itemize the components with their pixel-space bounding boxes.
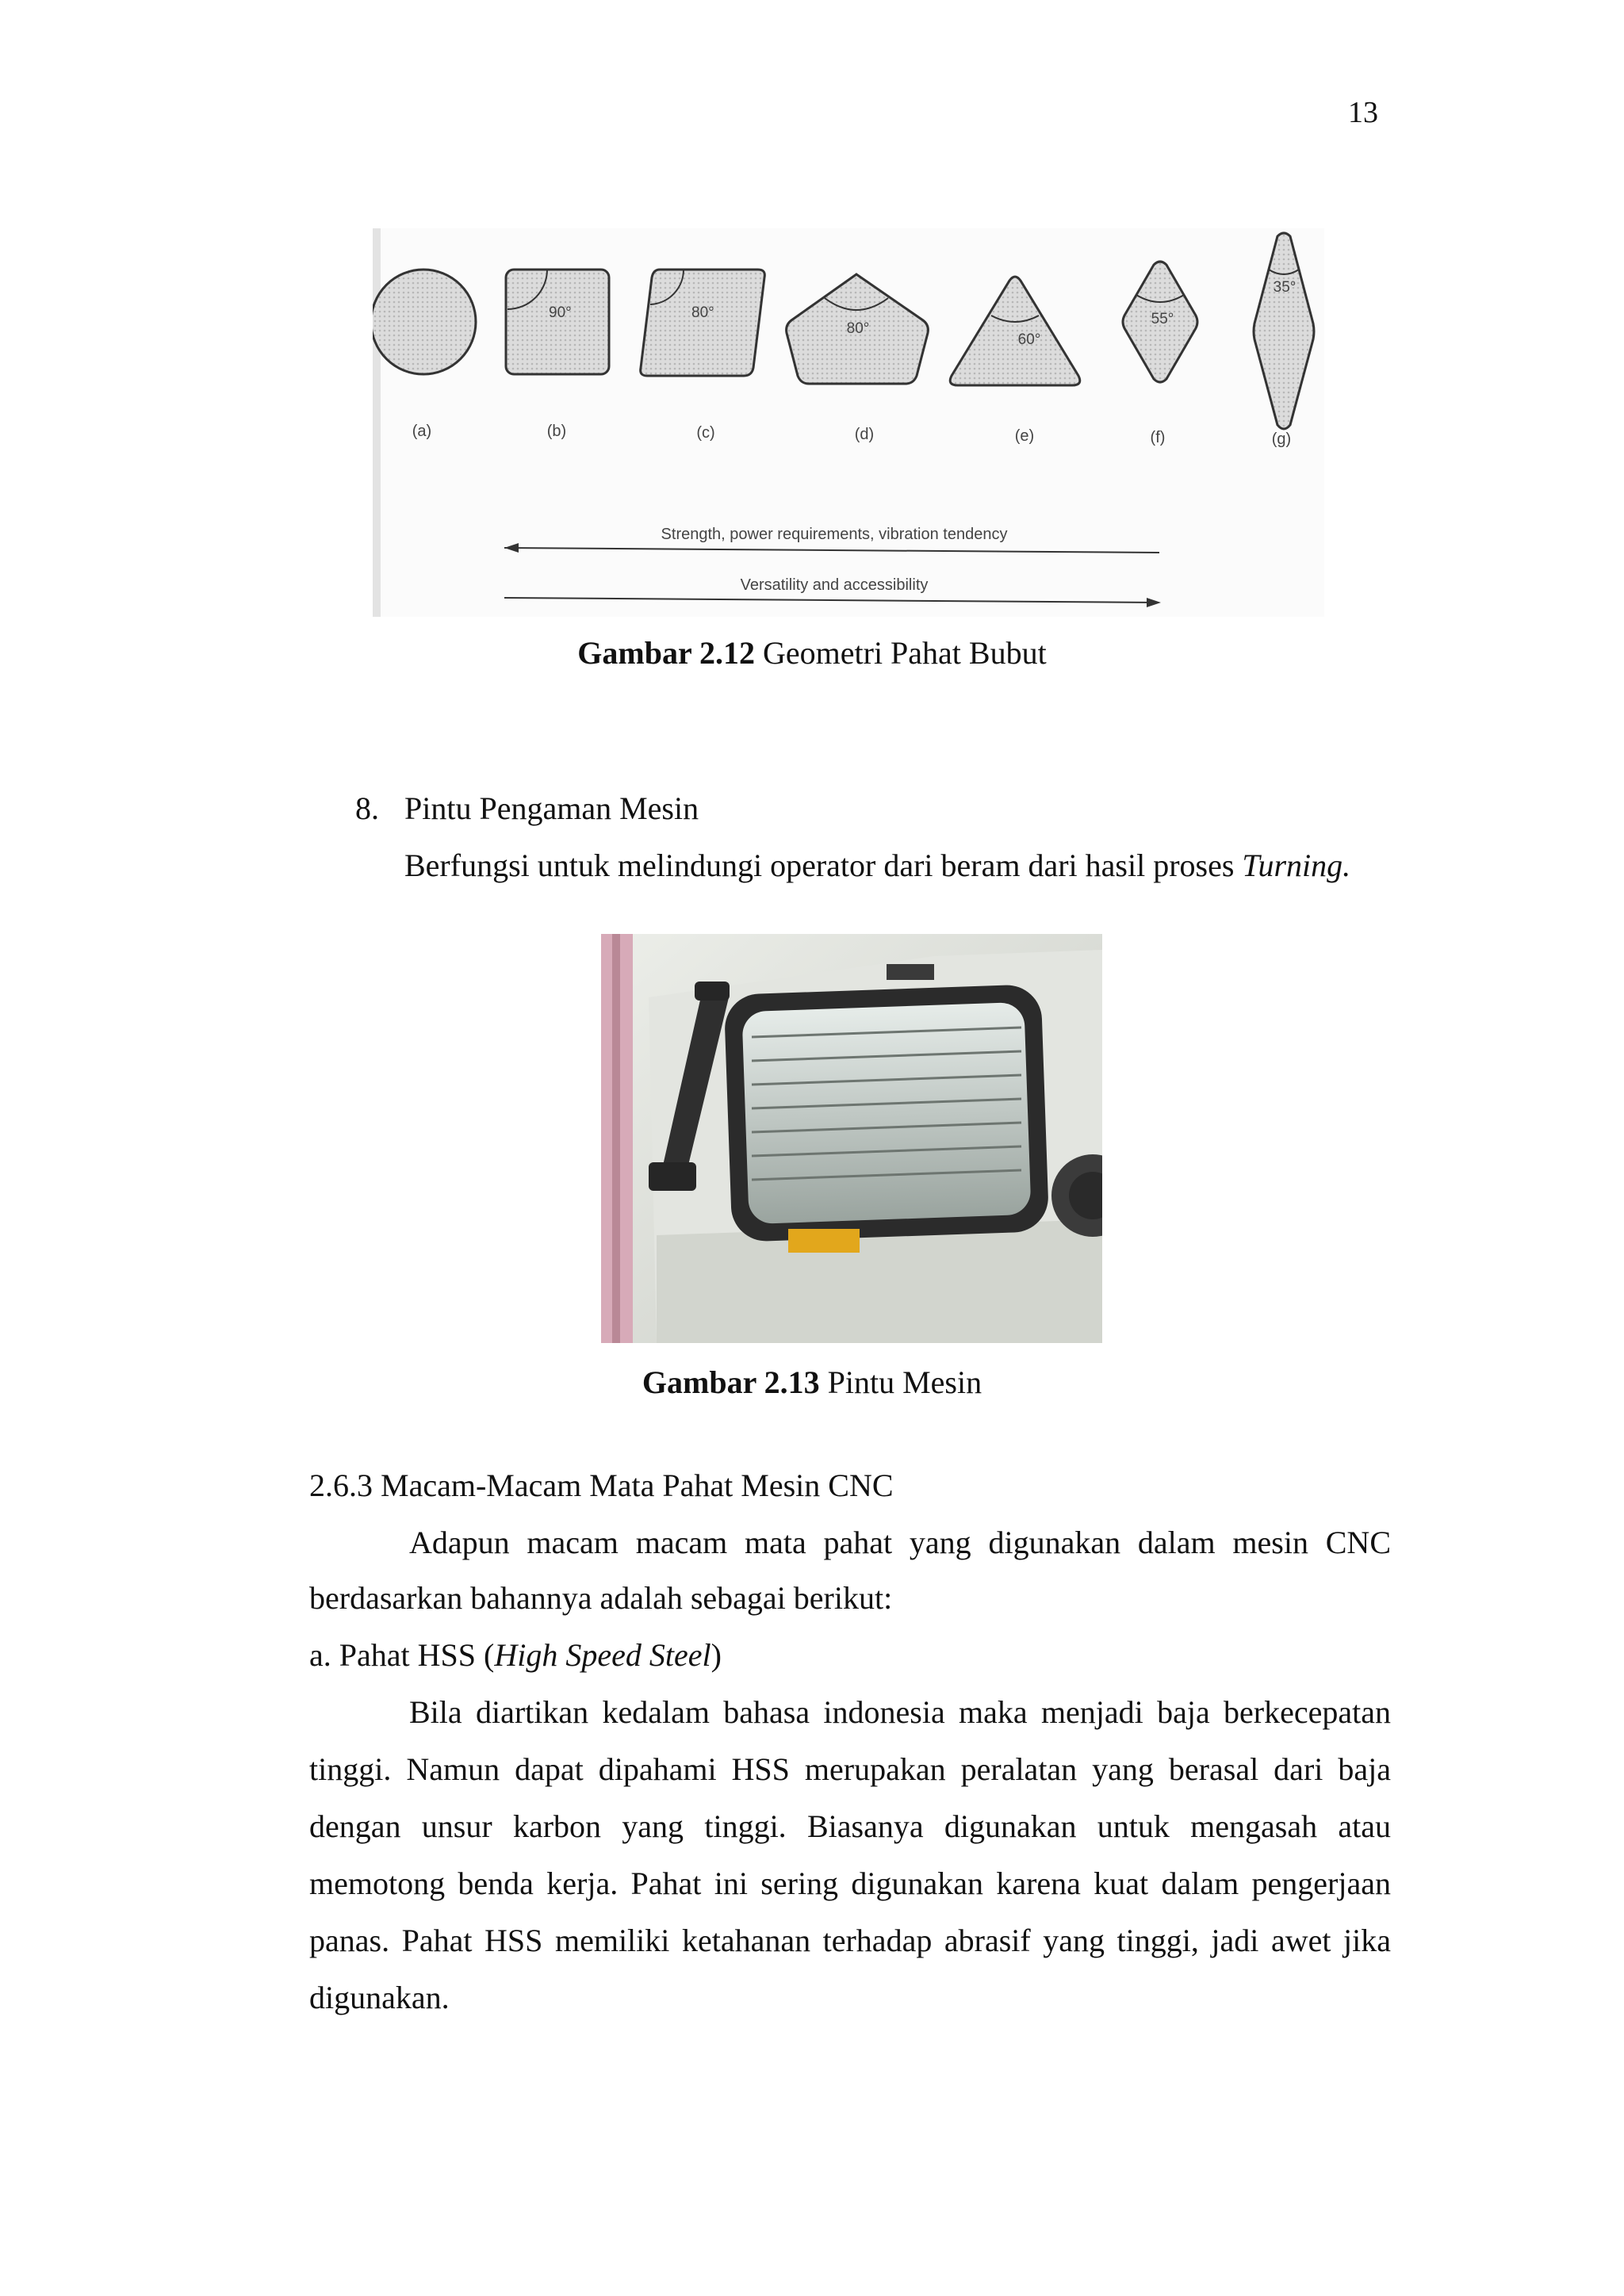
shape-label-b: (b) (546, 423, 567, 440)
shape-label-d: (d) (854, 426, 875, 443)
list-title: Pintu Pengaman Mesin (404, 790, 699, 826)
intro-line-1: Adapun macam macam mata pahat yang digunakan dalam mesin CNC (409, 1525, 1391, 1560)
arrow-right-head (1147, 598, 1161, 607)
caption-text: Geometri Pahat Bubut (755, 635, 1047, 671)
arrow-right-line (504, 598, 1158, 603)
arrow-right-label: Versatility and accessibility (740, 576, 929, 594)
angle-label-g: 35° (1273, 279, 1297, 296)
angle-label-d: 80° (846, 320, 870, 337)
figure-2-13-caption (0, 1364, 1624, 1401)
item-italic: High Speed Steel (494, 1637, 711, 1673)
angle-label-e: 60° (1017, 331, 1041, 348)
desc-italic: Turning. (1242, 848, 1351, 883)
machine-door-photo (601, 934, 1102, 1343)
insert-triangle (950, 277, 1080, 385)
paragraph-line: Bila diartikan kedalam bahasa indonesia maka menjadi baja berkecepatan (409, 1694, 1391, 1730)
shape-label-c: (c) (696, 424, 715, 442)
item-suffix: ) (710, 1637, 722, 1673)
insert-diamond-35 (1254, 233, 1314, 429)
tool-geometry-figure (373, 228, 1324, 617)
paragraph-last-line: digunakan. (309, 1980, 450, 2015)
desc-text: Berfungsi untuk melindungi operator dari beram dari hasil proses (404, 848, 1243, 883)
angle-label-b: 90° (549, 304, 572, 321)
section-heading: 2.6.3 Macam-Macam Mata Pahat Mesin CNC (309, 1468, 894, 1503)
shape-label-a: (a) (412, 423, 432, 440)
list-item-a (309, 1627, 1391, 1684)
arrow-left-head (504, 543, 519, 553)
list-item-8 (355, 780, 699, 837)
tool-geometry-diagram (373, 228, 1324, 617)
paragraph-line: tinggi. Namun dapat dipahami HSS merupakan peralatan yang berasal dari baja (309, 1751, 1391, 1787)
item-prefix: a. Pahat HSS ( (309, 1637, 495, 1673)
paragraph-line: memotong benda kerja. Pahat ini sering digunakan karena kuat dalam pengerjaan (309, 1866, 1391, 1901)
shape-label-f: (f) (1150, 429, 1166, 446)
machine-door-illustration (601, 934, 1102, 1343)
list-number: 8. (355, 790, 379, 826)
insert-rhombus-80 (641, 270, 765, 376)
insert-round (373, 270, 476, 374)
section8-description (404, 837, 1350, 894)
angle-label-c: 80° (691, 304, 714, 321)
paragraph-line: dengan unsur karbon yang tinggi. Biasanya digunakan untuk mengasah atau (309, 1808, 1391, 1844)
shape-label-e: (e) (1014, 427, 1035, 445)
page-number: 13 (1348, 96, 1378, 129)
angle-label-f: 55° (1151, 311, 1174, 327)
insert-square (506, 270, 609, 374)
shape-label-g: (g) (1271, 430, 1292, 448)
arrow-left-label: Strength, power requirements, vibration tendency (661, 526, 1008, 543)
paragraph-line: panas. Pahat HSS memiliki ketahanan terhadap abrasif yang tinggi, jadi awet jika (309, 1923, 1391, 1958)
figure-2-12-caption (0, 634, 1624, 672)
arrow-left-line (504, 548, 1159, 553)
caption-label: Gambar 2.12 (577, 635, 755, 671)
intro-line-2: berdasarkan bahannya adalah sebagai berikut: (309, 1580, 893, 1616)
caption-label: Gambar 2.13 (642, 1364, 820, 1400)
caption-text: Pintu Mesin (819, 1364, 982, 1400)
